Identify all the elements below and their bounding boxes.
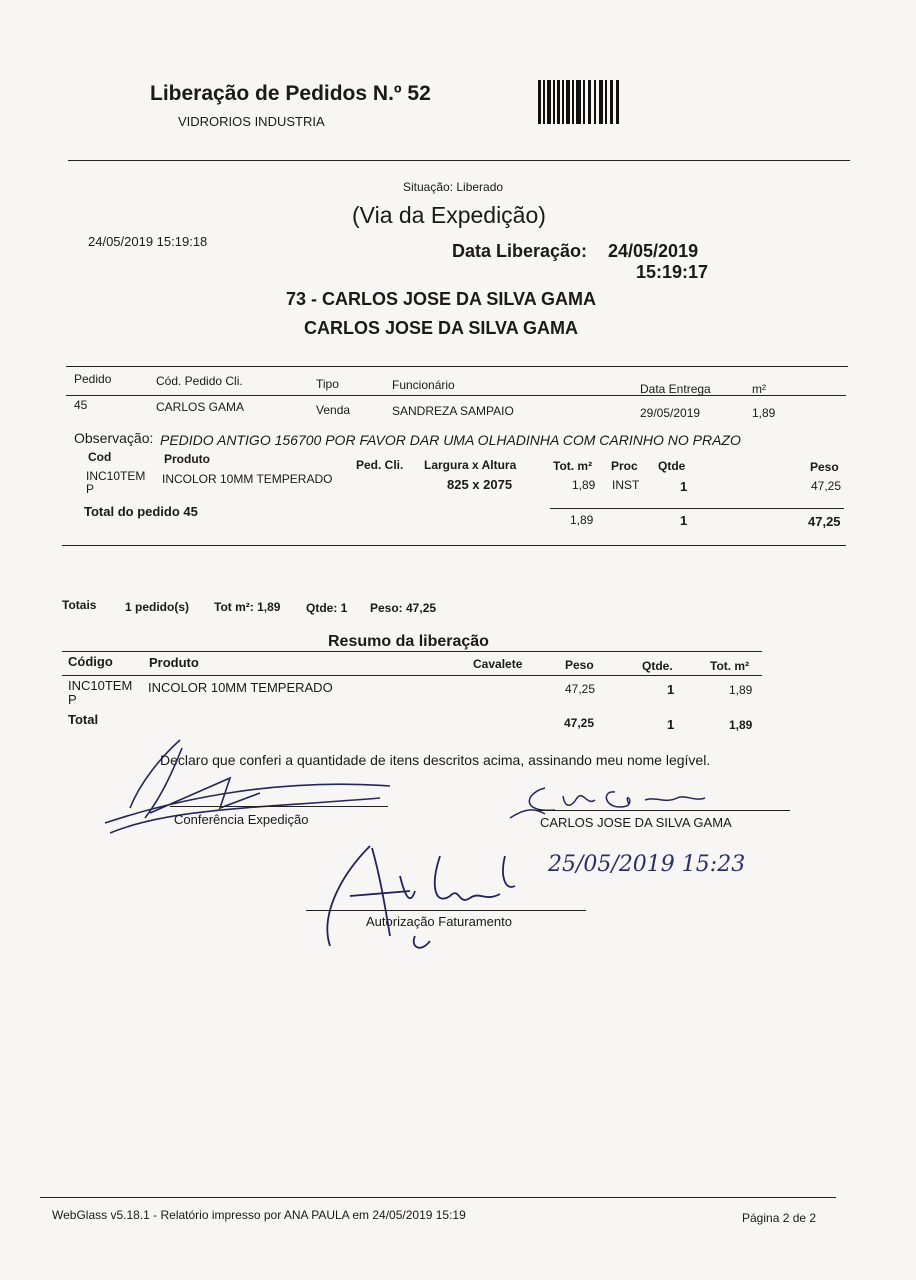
data-liberacao-date: 24/05/2019 bbox=[608, 241, 699, 261]
order-header-line bbox=[66, 395, 846, 396]
header-divider bbox=[68, 160, 850, 161]
item-cod-line-2: P bbox=[86, 482, 95, 496]
resumo-total-peso: 47,25 bbox=[564, 716, 595, 730]
resumo-tot-m2: 1,89 bbox=[729, 683, 753, 697]
resumo-produto: INCOLOR 10MM TEMPERADO bbox=[148, 680, 333, 695]
total-pedido-qtde: 1 bbox=[680, 513, 688, 528]
items-col-dimensoes: Largura x Altura bbox=[424, 458, 517, 472]
resumo-qtde: 1 bbox=[667, 682, 675, 697]
items-col-tot-m2: Tot. m² bbox=[553, 459, 593, 473]
items-col-proc: Proc bbox=[611, 459, 638, 473]
totais-m2: Tot m²: 1,89 bbox=[214, 600, 281, 614]
resumo-total-qtde: 1 bbox=[667, 717, 675, 732]
status-situacao: Situação: Liberado bbox=[403, 180, 504, 194]
handwritten-date: 25/05/2019 15:23 bbox=[548, 852, 746, 877]
resumo-col-produto: Produto bbox=[149, 655, 199, 670]
item-tot-m2: 1,89 bbox=[572, 478, 596, 492]
order-top-line bbox=[66, 366, 848, 367]
items-col-qtde: Qtde bbox=[658, 459, 686, 473]
totais-qtde: Qtde: 1 bbox=[306, 601, 348, 615]
autorizacao-label: Autorização Faturamento bbox=[366, 914, 512, 929]
value-pedido: 45 bbox=[74, 398, 88, 412]
item-dimensoes: 825 x 2075 bbox=[447, 477, 513, 492]
resumo-total-label: Total bbox=[68, 712, 99, 727]
footer-page-number: Página 2 de 2 bbox=[742, 1211, 817, 1225]
company-name: VIDRORIOS INDUSTRIA bbox=[178, 114, 325, 129]
items-col-ped-cli: Ped. Cli. bbox=[356, 458, 404, 472]
conferencia-label: Conferência Expedição bbox=[174, 812, 309, 827]
resumo-total-m2: 1,89 bbox=[729, 718, 753, 732]
col-cod-pedido-cli: Cód. Pedido Cli. bbox=[156, 374, 243, 388]
item-peso: 47,25 bbox=[811, 479, 842, 493]
value-funcionario: SANDREZA SAMPAIO bbox=[392, 404, 514, 418]
items-col-produto: Produto bbox=[164, 452, 210, 466]
total-pedido-label: Total do pedido 45 bbox=[84, 504, 198, 519]
faturamento-line bbox=[306, 910, 586, 911]
col-funcionario: Funcionário bbox=[392, 378, 455, 392]
col-data-entrega: Data Entrega bbox=[640, 382, 711, 396]
resumo-col-tot-m2: Tot. m² bbox=[710, 659, 750, 673]
resumo-peso: 47,25 bbox=[565, 682, 596, 696]
resumo-col-qtde: Qtde. bbox=[642, 659, 673, 673]
client-line-2: CARLOS JOSE DA SILVA GAMA bbox=[304, 318, 579, 338]
col-pedido: Pedido bbox=[74, 372, 112, 386]
report-title: Liberação de Pedidos N.º 52 bbox=[150, 82, 431, 105]
item-qtde: 1 bbox=[680, 479, 688, 494]
total-pedido-line bbox=[550, 508, 844, 509]
resumo-col-codigo: Código bbox=[68, 654, 113, 669]
data-liberacao-label: Data Liberação: bbox=[452, 241, 588, 261]
data-liberacao-time: 15:19:17 bbox=[636, 262, 709, 282]
resumo-top-line bbox=[62, 651, 762, 652]
item-cod-line-1: INC10TEM bbox=[86, 469, 146, 483]
client-line bbox=[536, 810, 790, 811]
col-m2: m² bbox=[752, 382, 766, 396]
items-col-cod: Cod bbox=[88, 450, 112, 464]
observacao-label: Observação: bbox=[74, 430, 154, 446]
client-line-1: 73 - CARLOS JOSE DA SILVA GAMA bbox=[286, 289, 597, 309]
expedicao-line bbox=[170, 806, 388, 807]
resumo-title: Resumo da liberação bbox=[328, 633, 489, 650]
items-bottom-line bbox=[62, 545, 846, 546]
client-name-label: CARLOS JOSE DA SILVA GAMA bbox=[540, 815, 732, 830]
footer-line bbox=[40, 1197, 836, 1198]
resumo-col-peso: Peso bbox=[565, 658, 594, 672]
items-col-peso: Peso bbox=[810, 460, 839, 474]
item-produto: INCOLOR 10MM TEMPERADO bbox=[162, 472, 333, 486]
faturamento-signature bbox=[300, 836, 530, 956]
observacao-text: PEDIDO ANTIGO 156700 POR FAVOR DAR UMA OLHADINHA COM CARINHO NO PRAZO bbox=[160, 432, 741, 448]
barcode-image bbox=[538, 80, 620, 129]
item-proc: INST bbox=[612, 478, 640, 492]
resumo-header-line bbox=[62, 675, 762, 676]
value-data-entrega: 29/05/2019 bbox=[640, 406, 701, 420]
resumo-cod-line-2: P bbox=[68, 692, 77, 707]
value-cod-pedido-cli: CARLOS GAMA bbox=[156, 400, 245, 414]
totais-peso: Peso: 47,25 bbox=[370, 601, 437, 615]
total-pedido-peso: 47,25 bbox=[808, 514, 841, 529]
resumo-cod-line-1: INC10TEM bbox=[68, 678, 133, 693]
totais-pedidos: 1 pedido(s) bbox=[125, 600, 190, 614]
resumo-col-cavalete: Cavalete bbox=[473, 657, 523, 671]
col-tipo: Tipo bbox=[316, 377, 339, 391]
totais-label: Totais bbox=[62, 598, 97, 612]
print-timestamp: 24/05/2019 15:19:18 bbox=[88, 234, 208, 249]
value-m2: 1,89 bbox=[752, 406, 776, 420]
via-label: (Via da Expedição) bbox=[352, 202, 546, 228]
value-tipo: Venda bbox=[316, 403, 351, 417]
footer-left: WebGlass v5.18.1 - Relatório impresso por ANA PAULA em 24/05/2019 15:19 bbox=[52, 1208, 466, 1222]
total-pedido-m2: 1,89 bbox=[570, 513, 594, 527]
declaration-text: Declaro que conferi a quantidade de itens descritos acima, assinando meu nome legível. bbox=[160, 752, 711, 768]
